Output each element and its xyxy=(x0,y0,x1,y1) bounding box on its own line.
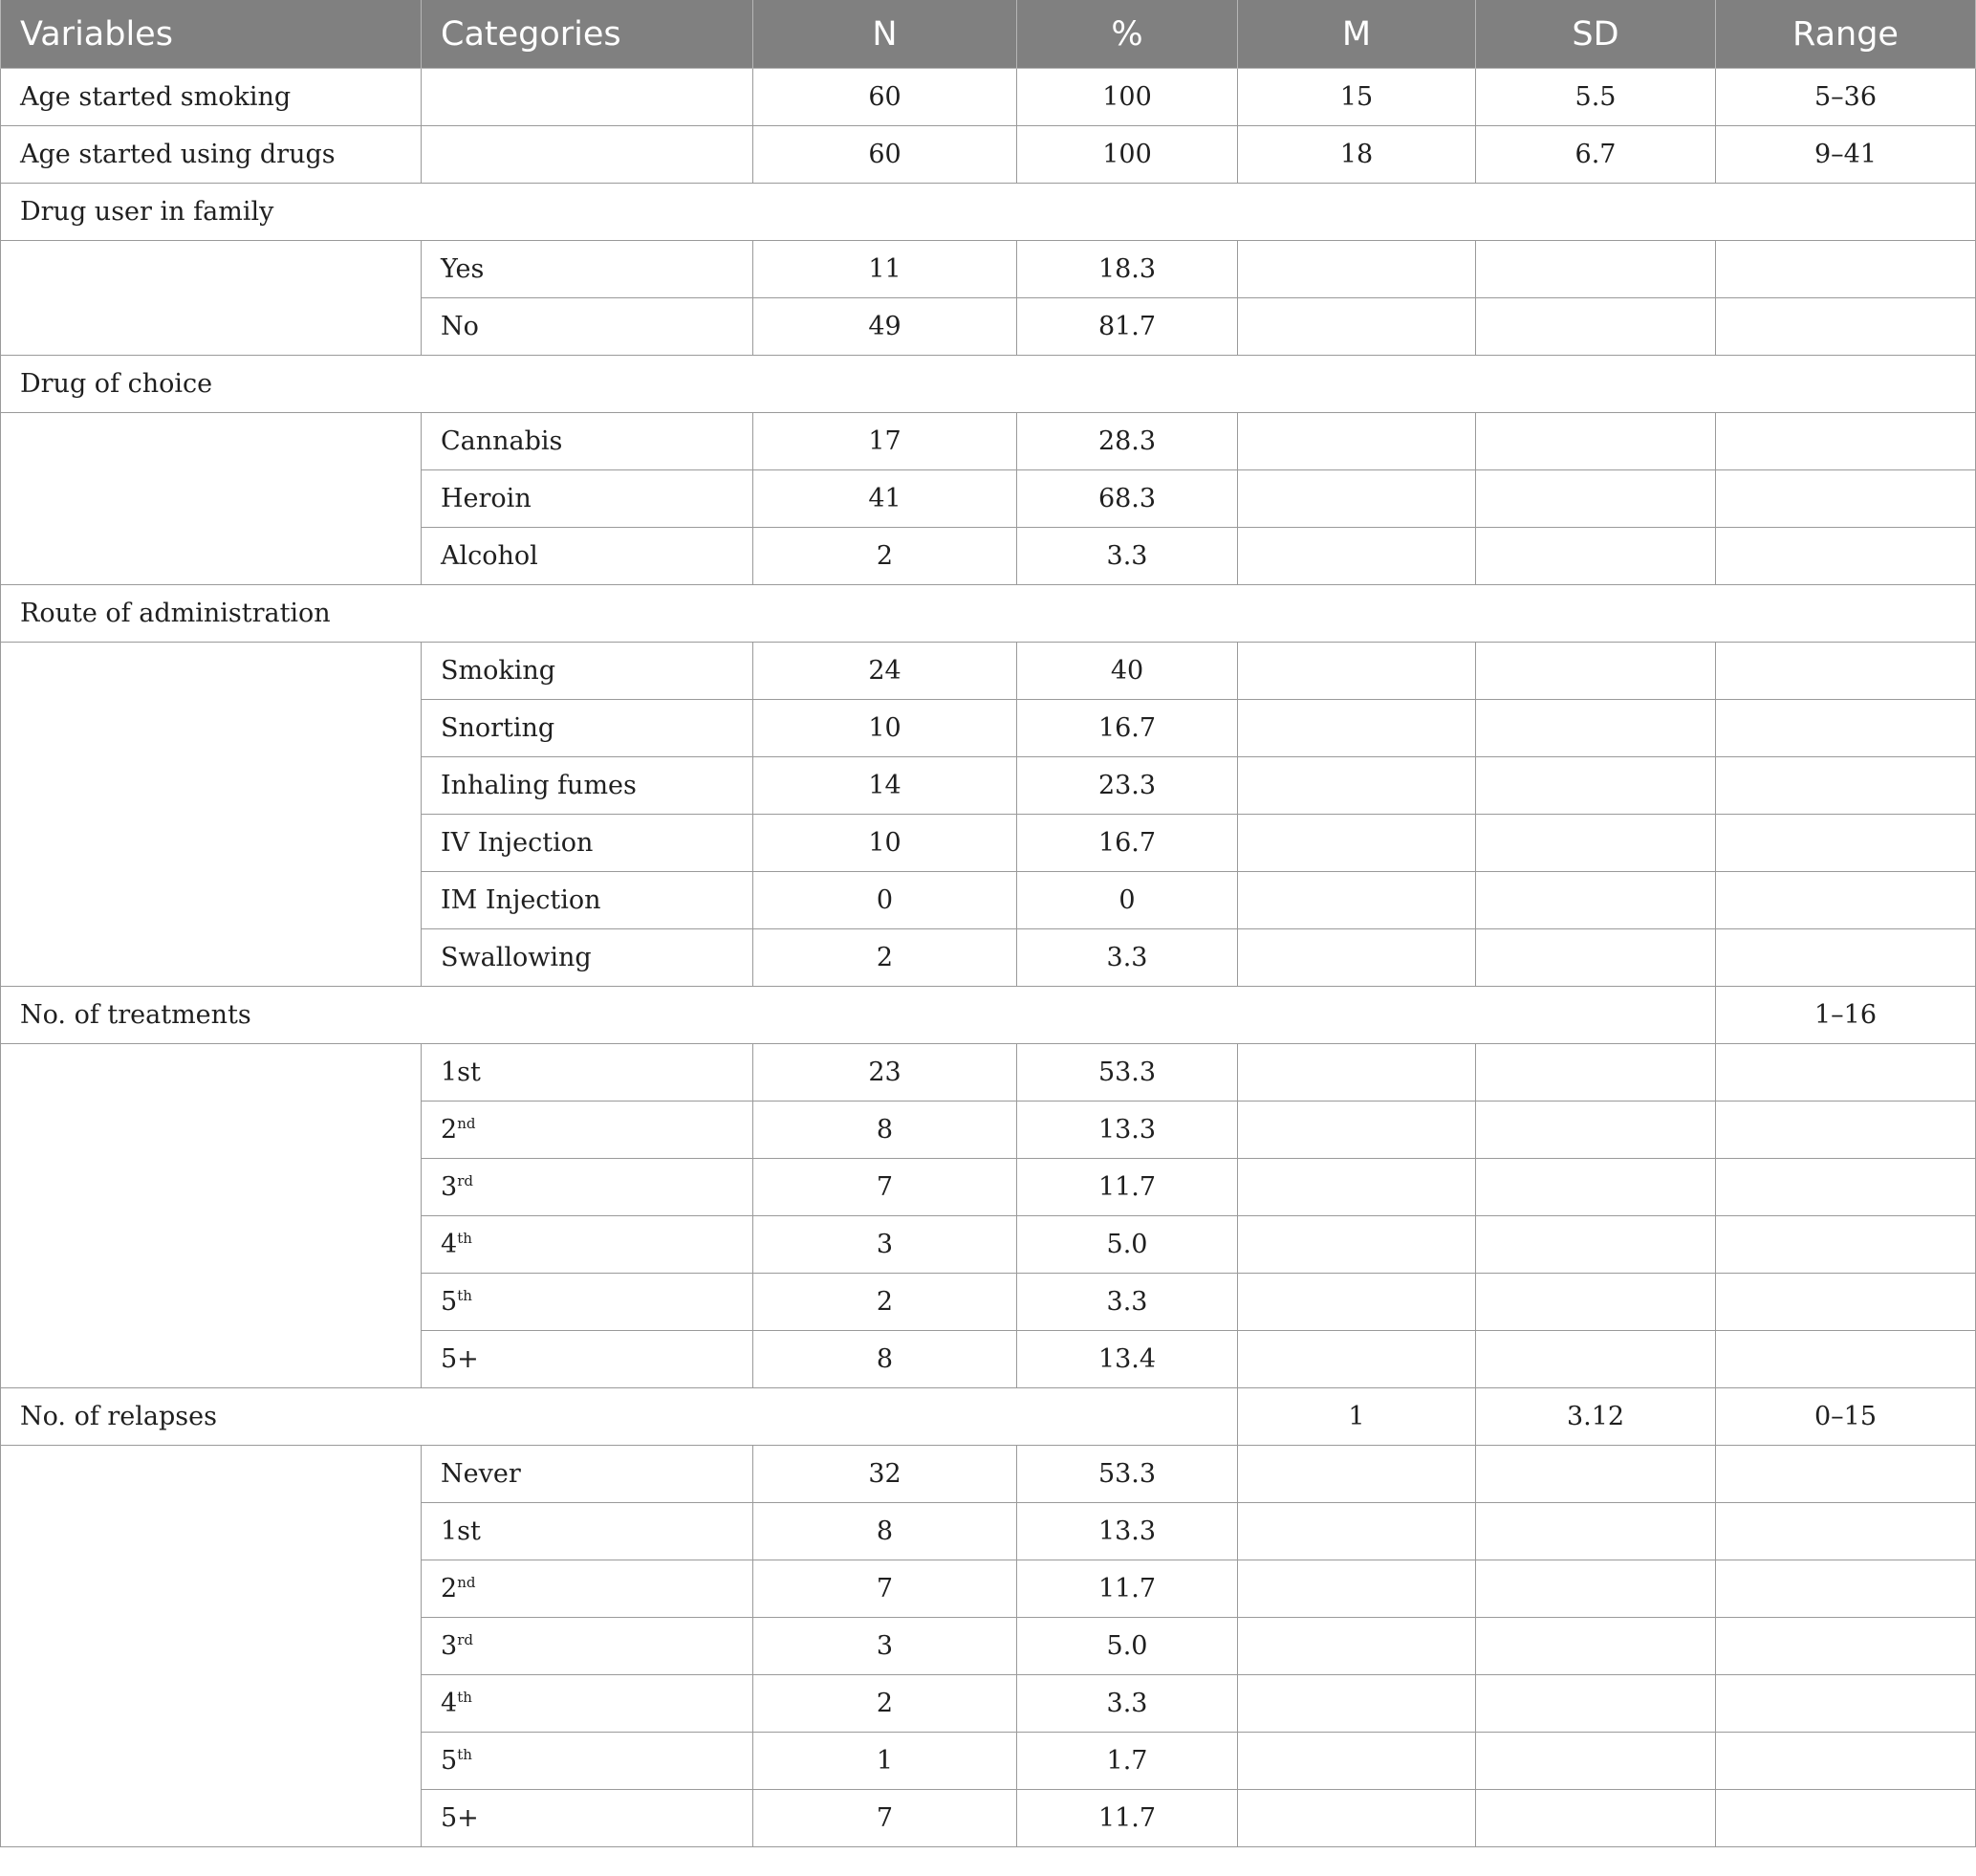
variable-label: Age started smoking xyxy=(1,69,422,126)
empty-cell xyxy=(1716,1331,1976,1388)
empty-cell xyxy=(1476,1503,1716,1560)
empty-cell xyxy=(1238,1274,1476,1331)
ordinal-base: 2 xyxy=(441,1115,458,1145)
category-cell xyxy=(422,69,753,126)
percent-value: 68.3 xyxy=(1017,470,1238,528)
category-label xyxy=(422,1446,753,1503)
n-value: 41 xyxy=(753,470,1017,528)
percent-value: 0 xyxy=(1017,872,1238,929)
percent-value: 53.3 xyxy=(1017,1044,1238,1102)
n-value: 17 xyxy=(753,413,1017,470)
empty-cell xyxy=(1716,1446,1976,1503)
table-row xyxy=(1,126,1976,184)
ordinal-base: 5+ xyxy=(441,1344,479,1374)
percent-value: 1.7 xyxy=(1017,1733,1238,1790)
category-label: Inhaling fumes xyxy=(422,757,753,815)
section-title: Drug user in family xyxy=(1,184,1976,241)
ordinal-suffix: rd xyxy=(457,1631,473,1648)
category-label xyxy=(422,1560,753,1618)
empty-cell xyxy=(1238,298,1476,356)
section-title: Drug of choice xyxy=(1,356,1976,413)
category-label xyxy=(422,1274,753,1331)
section-title: No. of treatments xyxy=(1,987,1716,1044)
empty-cell xyxy=(1476,528,1716,585)
percent-value: 11.7 xyxy=(1017,1560,1238,1618)
n-value: 10 xyxy=(753,815,1017,872)
percent-value: 3.3 xyxy=(1017,929,1238,987)
n-value: 24 xyxy=(753,643,1017,700)
empty-cell xyxy=(1476,413,1716,470)
n-value: 49 xyxy=(753,298,1017,356)
ordinal-suffix: th xyxy=(457,1746,472,1763)
empty-cell xyxy=(1238,528,1476,585)
category-label: IV Injection xyxy=(422,815,753,872)
n-value: 3 xyxy=(753,1216,1017,1274)
n-value: 3 xyxy=(753,1618,1017,1675)
n-value: 0 xyxy=(753,872,1017,929)
category-label: Swallowing xyxy=(422,929,753,987)
empty-cell xyxy=(1476,1331,1716,1388)
empty-cell xyxy=(1716,298,1976,356)
table-row xyxy=(1,1446,1976,1503)
empty-cell xyxy=(1476,700,1716,757)
percent-value: 100 xyxy=(1017,126,1238,184)
category-label: Alcohol xyxy=(422,528,753,585)
header-categories: Categories xyxy=(422,0,753,69)
n-value: 2 xyxy=(753,528,1017,585)
empty-cell xyxy=(1716,1503,1976,1560)
ordinal-base: 4 xyxy=(441,1689,458,1718)
category-label xyxy=(422,1044,753,1102)
sd-value: 3.12 xyxy=(1476,1388,1716,1446)
percent-value: 11.7 xyxy=(1017,1159,1238,1216)
n-value: 10 xyxy=(753,700,1017,757)
empty-cell xyxy=(1238,643,1476,700)
empty-cell xyxy=(1476,1044,1716,1102)
empty-cell xyxy=(1238,929,1476,987)
empty-cell xyxy=(1238,241,1476,298)
n-value: 8 xyxy=(753,1503,1017,1560)
section-header-row xyxy=(1,1388,1976,1446)
section-title: No. of relapses xyxy=(1,1388,1238,1446)
empty-cell xyxy=(1238,470,1476,528)
empty-cell xyxy=(1476,872,1716,929)
empty-cell xyxy=(1238,1618,1476,1675)
header-variables: Variables xyxy=(1,0,422,69)
category-label xyxy=(422,1159,753,1216)
empty-cell xyxy=(1238,1044,1476,1102)
n-value: 60 xyxy=(753,126,1017,184)
range-value: 5–36 xyxy=(1716,69,1976,126)
section-header-row xyxy=(1,987,1976,1044)
empty-cell xyxy=(1238,1560,1476,1618)
category-label xyxy=(422,1503,753,1560)
sd-value: 5.5 xyxy=(1476,69,1716,126)
empty-cell xyxy=(1476,1159,1716,1216)
n-value: 7 xyxy=(753,1560,1017,1618)
empty-cell xyxy=(1476,1790,1716,1847)
empty-cell xyxy=(1238,1331,1476,1388)
ordinal-suffix: th xyxy=(457,1689,472,1706)
percent-value: 13.4 xyxy=(1017,1331,1238,1388)
n-value: 2 xyxy=(753,929,1017,987)
category-label: Snorting xyxy=(422,700,753,757)
group-spacer-cell xyxy=(1,1044,422,1388)
percent-value: 11.7 xyxy=(1017,1790,1238,1847)
category-label: Smoking xyxy=(422,643,753,700)
ordinal-suffix: th xyxy=(457,1287,472,1304)
category-label xyxy=(422,1618,753,1675)
group-spacer-cell xyxy=(1,413,422,585)
empty-cell xyxy=(1238,1675,1476,1733)
n-value: 1 xyxy=(753,1733,1017,1790)
empty-cell xyxy=(1476,643,1716,700)
variable-label: Age started using drugs xyxy=(1,126,422,184)
empty-cell xyxy=(1476,1274,1716,1331)
percent-value: 16.7 xyxy=(1017,815,1238,872)
empty-cell xyxy=(1238,1733,1476,1790)
n-value: 7 xyxy=(753,1790,1017,1847)
empty-cell xyxy=(1716,1159,1976,1216)
percent-value: 23.3 xyxy=(1017,757,1238,815)
category-cell xyxy=(422,126,753,184)
empty-cell xyxy=(1716,1790,1976,1847)
ordinal-suffix: nd xyxy=(457,1115,476,1132)
range-value: 1–16 xyxy=(1716,987,1976,1044)
section-title: Route of administration xyxy=(1,585,1976,643)
section-header-row xyxy=(1,184,1976,241)
n-value: 8 xyxy=(753,1331,1017,1388)
empty-cell xyxy=(1716,470,1976,528)
category-label: Cannabis xyxy=(422,413,753,470)
percent-value: 3.3 xyxy=(1017,1274,1238,1331)
category-label: No xyxy=(422,298,753,356)
range-value: 0–15 xyxy=(1716,1388,1976,1446)
ordinal-base: 2 xyxy=(441,1574,458,1603)
percent-value: 5.0 xyxy=(1017,1216,1238,1274)
n-value: 8 xyxy=(753,1102,1017,1159)
empty-cell xyxy=(1716,757,1976,815)
empty-cell xyxy=(1476,1446,1716,1503)
table-row xyxy=(1,413,1976,470)
percent-value: 13.3 xyxy=(1017,1102,1238,1159)
group-spacer-cell xyxy=(1,643,422,987)
percent-value: 5.0 xyxy=(1017,1618,1238,1675)
category-label xyxy=(422,1216,753,1274)
empty-cell xyxy=(1238,872,1476,929)
ordinal-base: 3 xyxy=(441,1172,458,1202)
empty-cell xyxy=(1716,1618,1976,1675)
n-value: 60 xyxy=(753,69,1017,126)
category-label: Heroin xyxy=(422,470,753,528)
empty-cell xyxy=(1716,1216,1976,1274)
table-row xyxy=(1,1044,1976,1102)
percent-value: 81.7 xyxy=(1017,298,1238,356)
category-label: IM Injection xyxy=(422,872,753,929)
empty-cell xyxy=(1476,1733,1716,1790)
range-value: 9–41 xyxy=(1716,126,1976,184)
empty-cell xyxy=(1238,1503,1476,1560)
mean-value: 18 xyxy=(1238,126,1476,184)
empty-cell xyxy=(1716,1560,1976,1618)
header-range: Range xyxy=(1716,0,1976,69)
group-spacer-cell xyxy=(1,1446,422,1847)
ordinal-base: 4 xyxy=(441,1230,458,1259)
empty-cell xyxy=(1476,1675,1716,1733)
percent-value: 16.7 xyxy=(1017,700,1238,757)
empty-cell xyxy=(1716,700,1976,757)
ordinal-suffix: th xyxy=(457,1230,472,1247)
empty-cell xyxy=(1476,1618,1716,1675)
ordinal-base: 5+ xyxy=(441,1803,479,1833)
header-mean: M xyxy=(1238,0,1476,69)
table-row xyxy=(1,643,1976,700)
empty-cell xyxy=(1238,413,1476,470)
table-row xyxy=(1,241,1976,298)
percent-value: 13.3 xyxy=(1017,1503,1238,1560)
empty-cell xyxy=(1716,1274,1976,1331)
ordinal-base: 5 xyxy=(441,1287,458,1317)
ordinal-base: 1st xyxy=(441,1058,481,1087)
empty-cell xyxy=(1716,643,1976,700)
empty-cell xyxy=(1476,815,1716,872)
n-value: 32 xyxy=(753,1446,1017,1503)
empty-cell xyxy=(1716,929,1976,987)
category-label xyxy=(422,1102,753,1159)
n-value: 23 xyxy=(753,1044,1017,1102)
empty-cell xyxy=(1716,1733,1976,1790)
sd-value: 6.7 xyxy=(1476,126,1716,184)
category-label xyxy=(422,1733,753,1790)
ordinal-base: 5 xyxy=(441,1746,458,1776)
n-value: 11 xyxy=(753,241,1017,298)
percent-value: 53.3 xyxy=(1017,1446,1238,1503)
empty-cell xyxy=(1476,1560,1716,1618)
section-header-row xyxy=(1,356,1976,413)
empty-cell xyxy=(1716,413,1976,470)
empty-cell xyxy=(1716,1675,1976,1733)
empty-cell xyxy=(1476,241,1716,298)
n-value: 2 xyxy=(753,1675,1017,1733)
empty-cell xyxy=(1476,757,1716,815)
empty-cell xyxy=(1476,1102,1716,1159)
empty-cell xyxy=(1238,1446,1476,1503)
empty-cell xyxy=(1716,1102,1976,1159)
header-sd: SD xyxy=(1476,0,1716,69)
n-value: 14 xyxy=(753,757,1017,815)
empty-cell xyxy=(1238,815,1476,872)
header-row xyxy=(1,0,1976,69)
category-label xyxy=(422,1331,753,1388)
header-n: N xyxy=(753,0,1017,69)
empty-cell xyxy=(1238,1790,1476,1847)
empty-cell xyxy=(1716,815,1976,872)
group-spacer-cell xyxy=(1,241,422,356)
mean-value: 1 xyxy=(1238,1388,1476,1446)
percent-value: 18.3 xyxy=(1017,241,1238,298)
percent-value: 100 xyxy=(1017,69,1238,126)
n-value: 7 xyxy=(753,1159,1017,1216)
empty-cell xyxy=(1238,757,1476,815)
mean-value: 15 xyxy=(1238,69,1476,126)
empty-cell xyxy=(1476,1216,1716,1274)
empty-cell xyxy=(1716,872,1976,929)
ordinal-base: 3 xyxy=(441,1631,458,1661)
category-label xyxy=(422,1790,753,1847)
percent-value: 3.3 xyxy=(1017,1675,1238,1733)
ordinal-suffix: nd xyxy=(457,1574,476,1591)
empty-cell xyxy=(1238,1216,1476,1274)
empty-cell xyxy=(1716,241,1976,298)
empty-cell xyxy=(1476,470,1716,528)
category-label: Yes xyxy=(422,241,753,298)
empty-cell xyxy=(1716,528,1976,585)
section-header-row xyxy=(1,585,1976,643)
ordinal-suffix: rd xyxy=(457,1172,473,1189)
percent-value: 40 xyxy=(1017,643,1238,700)
empty-cell xyxy=(1716,1044,1976,1102)
percent-value: 3.3 xyxy=(1017,528,1238,585)
empty-cell xyxy=(1476,298,1716,356)
empty-cell xyxy=(1476,929,1716,987)
ordinal-base: Never xyxy=(441,1459,521,1489)
empty-cell xyxy=(1238,700,1476,757)
category-label xyxy=(422,1675,753,1733)
ordinal-base: 1st xyxy=(441,1516,481,1546)
empty-cell xyxy=(1238,1159,1476,1216)
header-percent: % xyxy=(1017,0,1238,69)
table-row xyxy=(1,69,1976,126)
percent-value: 28.3 xyxy=(1017,413,1238,470)
empty-cell xyxy=(1238,1102,1476,1159)
n-value: 2 xyxy=(753,1274,1017,1331)
